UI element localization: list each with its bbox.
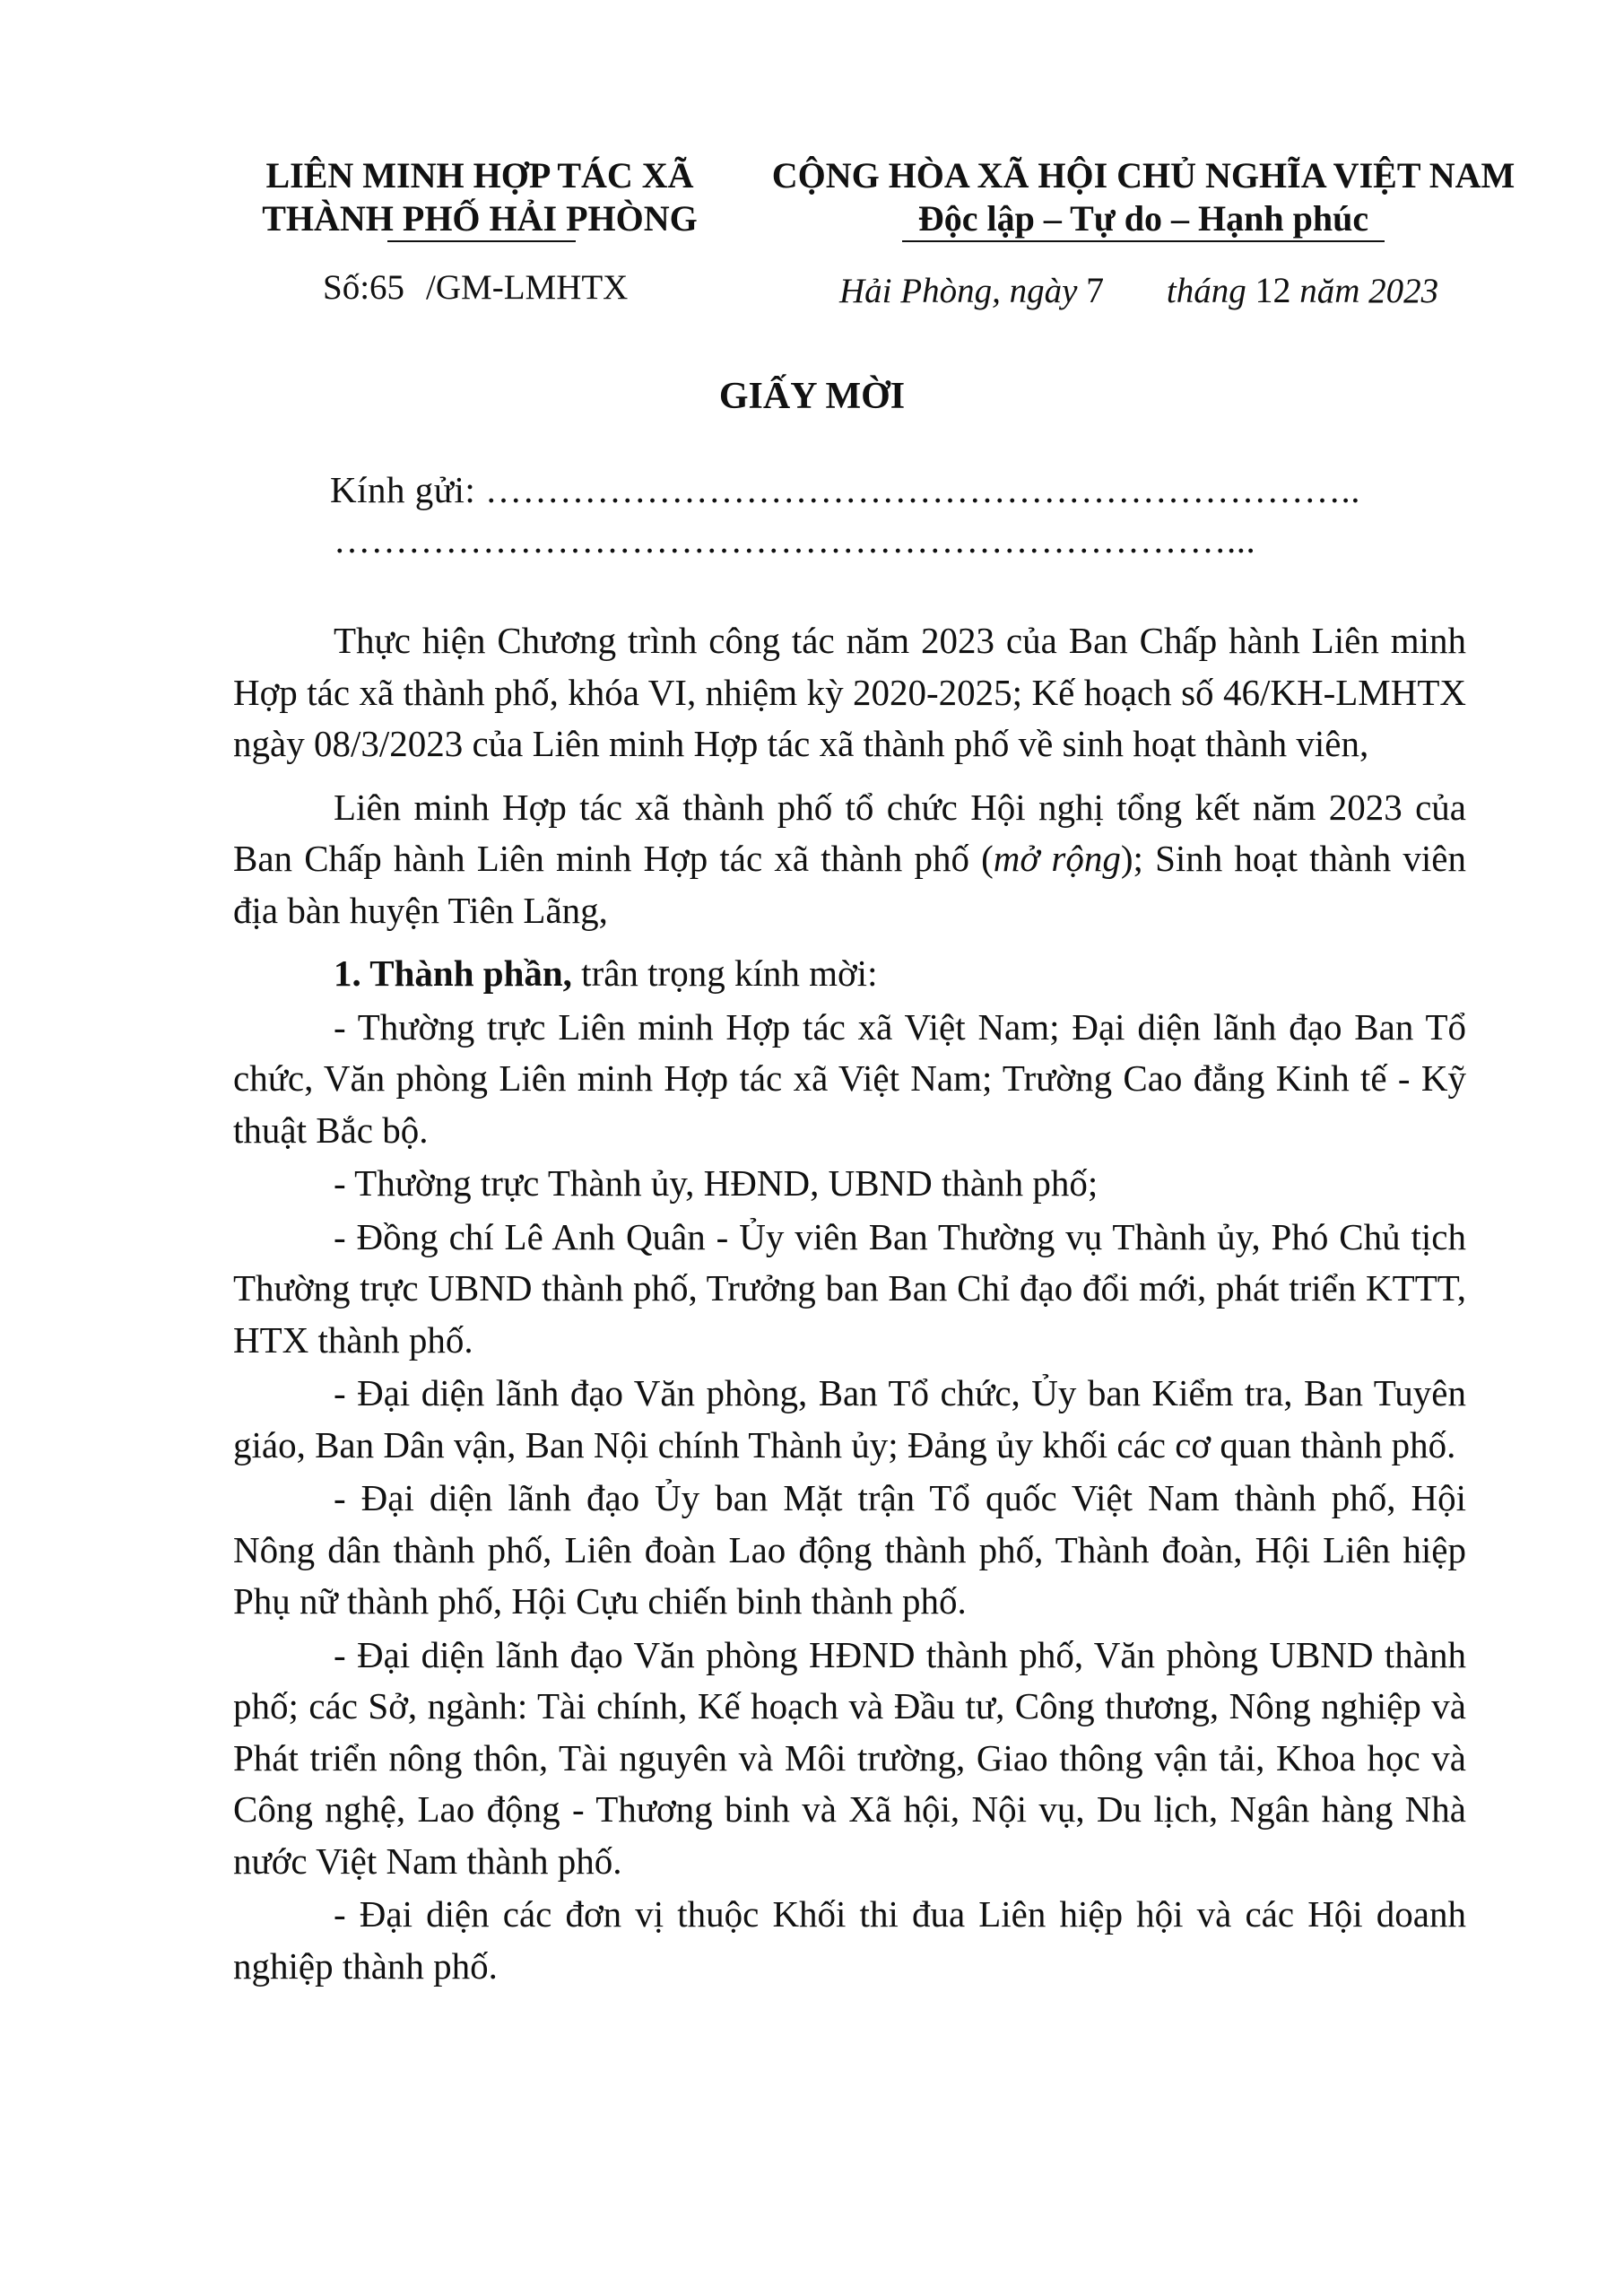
section-participants: 1. Thành phần, trân trọng kính mời:: [334, 952, 878, 994]
recipient-line: [330, 468, 1360, 511]
issuing-organization: [247, 154, 713, 240]
list-item: - Đồng chí Lê Anh Quân - Ủy viên Ban Thường vụ Thành ủy, Phó Chủ tịch Thường trực UBND thành phố, Trưởng ban Ban Chỉ đạo đổi mới, phát triển KTTT, HTX thành phố.: [233, 1215, 1466, 1361]
date-prefix: Hải Phòng, ngày: [839, 272, 1078, 310]
date-day: 7: [1086, 270, 1105, 310]
date-month-label: tháng: [1166, 272, 1246, 310]
document-body: [233, 615, 1466, 1992]
recipient-label: Kính gửi:: [330, 469, 486, 510]
motto-underline: [902, 240, 1385, 242]
paragraph-basis: Thực hiện Chương trình công tác năm 2023 của Ban Chấp hành Liên minh Hợp tác xã thành phố, khóa VI, nhiệm kỳ 2020-2025; Kế hoạch số 46/KH-LMHTX ngày 08/3/2023 của Liên minh Hợp tác xã thành phố về sinh hoạt thành viên,: [233, 620, 1466, 764]
national-motto: Độc lập – Tự do – Hạnh phúc: [917, 198, 1369, 239]
list-item: - Thường trực Thành ủy, HĐND, UBND thành phố;: [334, 1162, 1099, 1204]
national-heading: [771, 154, 1515, 240]
recipient-dots-line2: ………………………………………………………………...: [334, 519, 1256, 561]
number-value: 65: [369, 268, 405, 307]
date-year: năm 2023: [1299, 272, 1439, 310]
date-month: 12: [1255, 270, 1291, 310]
org-underline: [387, 240, 576, 242]
document-number: [323, 267, 628, 308]
recipient-dots: ……………………………………………………………..: [485, 469, 1361, 510]
emphasis-expanded: mở rộng: [993, 838, 1121, 879]
list-item: - Đại diện lãnh đạo Ủy ban Mặt trận Tổ quốc Việt Nam thành phố, Hội Nông dân thành phố, Liên đoàn Lao động thành phố, Thành đoàn, Hội Liên hiệp Phụ nữ thành phố, Hội Cựu chiến binh thành phố.: [233, 1477, 1466, 1622]
number-label: Số:: [323, 268, 370, 307]
nation-name: CỘNG HÒA XÃ HỘI CHỦ NGHĨA VIỆT NAM: [771, 155, 1515, 196]
section-heading: 1. Thành phần,: [334, 952, 572, 994]
list-item: - Đại diện lãnh đạo Văn phòng, Ban Tổ chức, Ủy ban Kiểm tra, Ban Tuyên giáo, Ban Dân vận, Ban Nội chính Thành ủy; Đảng ủy khối các cơ quan thành phố.: [233, 1372, 1466, 1465]
list-item: - Thường trực Liên minh Hợp tác xã Việt Nam; Đại diện lãnh đạo Ban Tổ chức, Văn phòng Liên minh Hợp tác xã Việt Nam; Trường Cao đẳng Kinh tế - Kỹ thuật Bắc bộ.: [233, 1005, 1466, 1151]
list-item: - Đại diện lãnh đạo Văn phòng HĐND thành phố, Văn phòng UBND thành phố; các Sở, ngành: Tài chính, Kế hoạch và Đầu tư, Công thương, Nông nghiệp và Phát triển nông thôn, Tài nguyên và Môi trường, Giao thông vận tải, Khoa học và Công nghệ, Lao động - Thương binh và Xã hội, Nội vụ, Du lịch, Ngân hàng Nhà nước Việt Nam thành phố.: [233, 1633, 1466, 1882]
number-code: /GM-LMHTX: [426, 268, 629, 307]
document-title: GIẤY MỜI: [718, 376, 906, 417]
paragraph-purpose: Liên minh Hợp tác xã thành phố tổ chức Hội nghị tổng kết năm 2023 của Ban Chấp hành Liên minh Hợp tác xã thành phố (mở rộng); Sinh hoạt thành viên địa bàn huyện Tiên Lãng,: [233, 786, 1466, 931]
issue-date: [839, 269, 1438, 311]
org-name-line1: LIÊN MINH HỢP TÁC XÃ: [265, 155, 694, 196]
list-item: - Đại diện các đơn vị thuộc Khối thi đua Liên hiệp hội và các Hội doanh nghiệp thành phố.: [233, 1893, 1466, 1987]
org-name-line2: THÀNH PHỐ HẢI PHÒNG: [262, 198, 698, 239]
